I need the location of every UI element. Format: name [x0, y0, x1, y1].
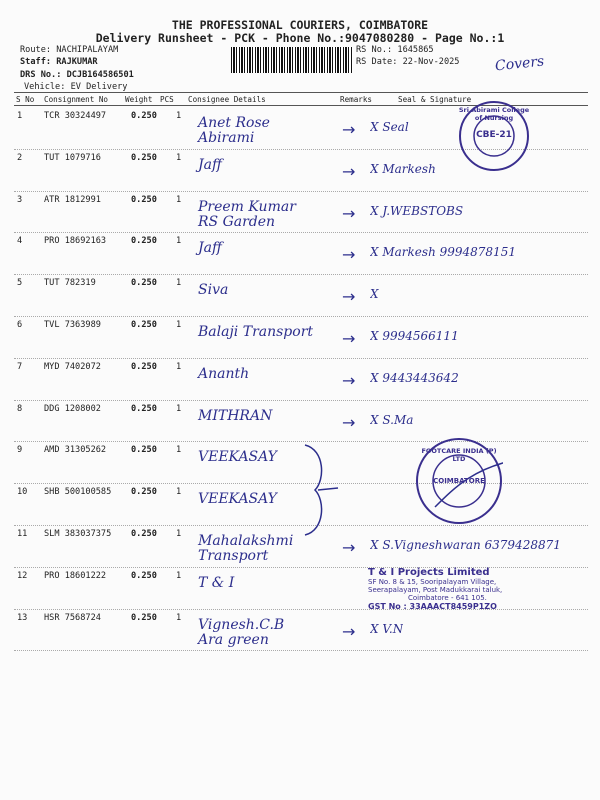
footcare-stamp-text: FOOTCARE INDIA (P) LTD [421, 447, 497, 463]
row-divider [14, 274, 588, 275]
row-consignee: VEEKASAY [198, 491, 277, 508]
col-pcs: PCS [160, 95, 174, 104]
arrow-icon: → [342, 412, 356, 432]
company-stamp-address-1: SF No. 8 & 15, Sooripalayam Village, [368, 578, 497, 586]
row-consignment: HSR 7568724 [44, 612, 101, 623]
col-sno: S No [16, 95, 35, 104]
row-consignee: T & I [198, 574, 235, 591]
company-stamp-name: T & I Projects Limited [368, 567, 490, 578]
row-consignment: AMD 31305262 [44, 445, 107, 456]
row-consignee: MITHRAN [198, 407, 273, 424]
row-divider [14, 400, 588, 401]
route-label: Route: NACHIPALAYAM [20, 45, 119, 55]
arrow-icon: → [342, 203, 356, 223]
row-weight: 0.250 [131, 361, 157, 372]
row-divider [14, 191, 588, 192]
handwritten-note: Covers [494, 53, 545, 75]
arrow-icon: → [342, 370, 356, 390]
row-signature: X Markesh [370, 161, 436, 176]
row-sno: 9 [17, 445, 23, 456]
row-pcs: 1 [176, 320, 182, 330]
rs-date: RS Date: 22-Nov-2025 [356, 57, 460, 67]
row-weight: 0.250 [131, 236, 157, 247]
row-consignment: TCR 30324497 [44, 111, 107, 121]
row-signature: X J.WEBSTOBS [370, 203, 464, 218]
row-consignee: Siva [198, 282, 229, 299]
row-weight: 0.250 [131, 403, 157, 414]
row-consignment: TUT 1079716 [44, 152, 101, 163]
row-consignee: Jaff [198, 240, 222, 257]
row-consignment: SLM 383037375 [44, 529, 112, 539]
row-divider [14, 650, 588, 651]
row-sno: 2 [17, 152, 23, 163]
row-consignee: Ananth [198, 365, 250, 382]
row-pcs: 1 [176, 152, 182, 163]
row-sno: 13 [17, 612, 28, 623]
row-signature: X Markesh 9994878151 [370, 245, 516, 260]
row-divider [14, 316, 588, 317]
row-pcs: 1 [176, 403, 182, 414]
row-signature: X 9443443642 [370, 370, 459, 385]
row-signature: X S.Vigneshwaran 6379428871 [370, 538, 561, 552]
row-divider [14, 358, 588, 359]
row-consignment: PRO 18692163 [44, 236, 107, 247]
barcode [231, 47, 353, 73]
row-signature: X 9994566111 [370, 329, 459, 343]
row-consignment: MYD 7402072 [44, 361, 101, 372]
company-stamp-address-3: Coimbatore - 641 105. [408, 594, 487, 602]
row-signature: X Seal [370, 120, 409, 134]
col-weight: Weight [125, 95, 153, 104]
row-pcs: 1 [176, 529, 182, 539]
row-weight: 0.250 [131, 570, 157, 581]
arrow-icon: → [342, 621, 356, 641]
row-sno: 8 [17, 403, 23, 414]
arrow-icon: → [342, 538, 356, 557]
arrow-icon: → [342, 329, 356, 348]
row-consignee: Anet Rose Abirami [198, 115, 270, 146]
row-pcs: 1 [176, 194, 182, 205]
row-weight: 0.250 [131, 152, 157, 163]
staff-label: Staff: RAJKUMAR [20, 57, 98, 67]
row-weight: 0.250 [131, 529, 157, 539]
col-consignment: Consignment No [44, 95, 109, 104]
row-consignee: VEEKASAY [198, 449, 277, 466]
row-consignment: SHB 500100585 [44, 487, 112, 498]
document-subtitle: Delivery Runsheet - PCK - Phone No.:9047080280 - Page No.:1 [95, 31, 505, 45]
arrow-icon: → [342, 245, 356, 265]
rs-number: RS No.: 1645865 [356, 45, 434, 55]
row-sno: 5 [17, 278, 23, 289]
row-weight: 0.250 [131, 111, 157, 121]
row-consignment: TUT 782319 [44, 278, 96, 289]
row-consignee: Balaji Transport [198, 324, 314, 340]
row-sno: 4 [17, 236, 23, 247]
col-seal: Seal & Signature [398, 95, 472, 104]
company-stamp-address-2: Seerapalayam, Post Madukkarai taluk, [368, 586, 503, 594]
document-title: THE PROFESSIONAL COURIERS, COIMBATORE [171, 18, 429, 32]
vehicle-label: Vehicle: EV Delivery [24, 82, 128, 92]
arrow-icon: → [342, 287, 356, 307]
row-consignment: ATR 1812991 [44, 194, 101, 205]
row-pcs: 1 [176, 111, 182, 121]
col-remarks: Remarks [340, 95, 373, 104]
row-weight: 0.250 [131, 320, 157, 330]
row-signature: X [370, 287, 379, 302]
row-pcs: 1 [176, 278, 182, 289]
row-consignee: Vignesh.C.B Ara green [198, 616, 285, 648]
row-consignment: TVL 7363989 [44, 320, 101, 330]
row-signature: X V.N [370, 621, 404, 636]
row-consignee: Mahalakshmi Transport [198, 533, 294, 564]
college-round-stamp [458, 100, 530, 172]
row-divider [14, 232, 588, 233]
row-sno: 7 [17, 361, 23, 372]
row-sno: 11 [17, 529, 28, 539]
col-consignee: Consignee Details [188, 95, 266, 104]
row-pcs: 1 [176, 361, 182, 372]
row-consignee: Jaff [198, 156, 222, 173]
row-pcs: 1 [176, 236, 182, 247]
college-stamp-text: Sri Abirami College of Nursing [458, 106, 530, 122]
row-sno: 1 [17, 111, 23, 121]
header-top-line [14, 92, 588, 93]
drs-number: DRS No.: DCJB164586501 [20, 70, 134, 80]
row-consignment: PRO 18601222 [44, 570, 107, 581]
row-weight: 0.250 [131, 487, 157, 498]
footcare-round-stamp [415, 437, 503, 525]
arrow-icon: → [342, 161, 356, 181]
arrow-icon: → [342, 120, 356, 139]
brace-mark [300, 440, 340, 540]
row-pcs: 1 [176, 612, 182, 623]
row-weight: 0.250 [131, 445, 157, 456]
row-pcs: 1 [176, 487, 182, 498]
row-pcs: 1 [176, 445, 182, 456]
row-consignment: DDG 1208002 [44, 403, 101, 414]
row-sno: 6 [17, 320, 23, 330]
row-sno: 3 [17, 194, 23, 205]
row-sno: 12 [17, 570, 28, 581]
row-sno: 10 [17, 487, 28, 498]
company-stamp-gst: GST No : 33AAACT8459P1ZO [368, 602, 497, 611]
row-weight: 0.250 [131, 194, 157, 205]
row-weight: 0.250 [131, 612, 157, 623]
college-stamp-center: CBE-21 [476, 130, 512, 140]
row-pcs: 1 [176, 570, 182, 581]
row-weight: 0.250 [131, 278, 157, 289]
row-signature: X S.Ma [370, 412, 414, 427]
company-stamp [368, 567, 578, 611]
footcare-stamp-center: COIMBATORE [433, 477, 485, 485]
row-consignee: Preem Kumar RS Garden [198, 198, 296, 230]
